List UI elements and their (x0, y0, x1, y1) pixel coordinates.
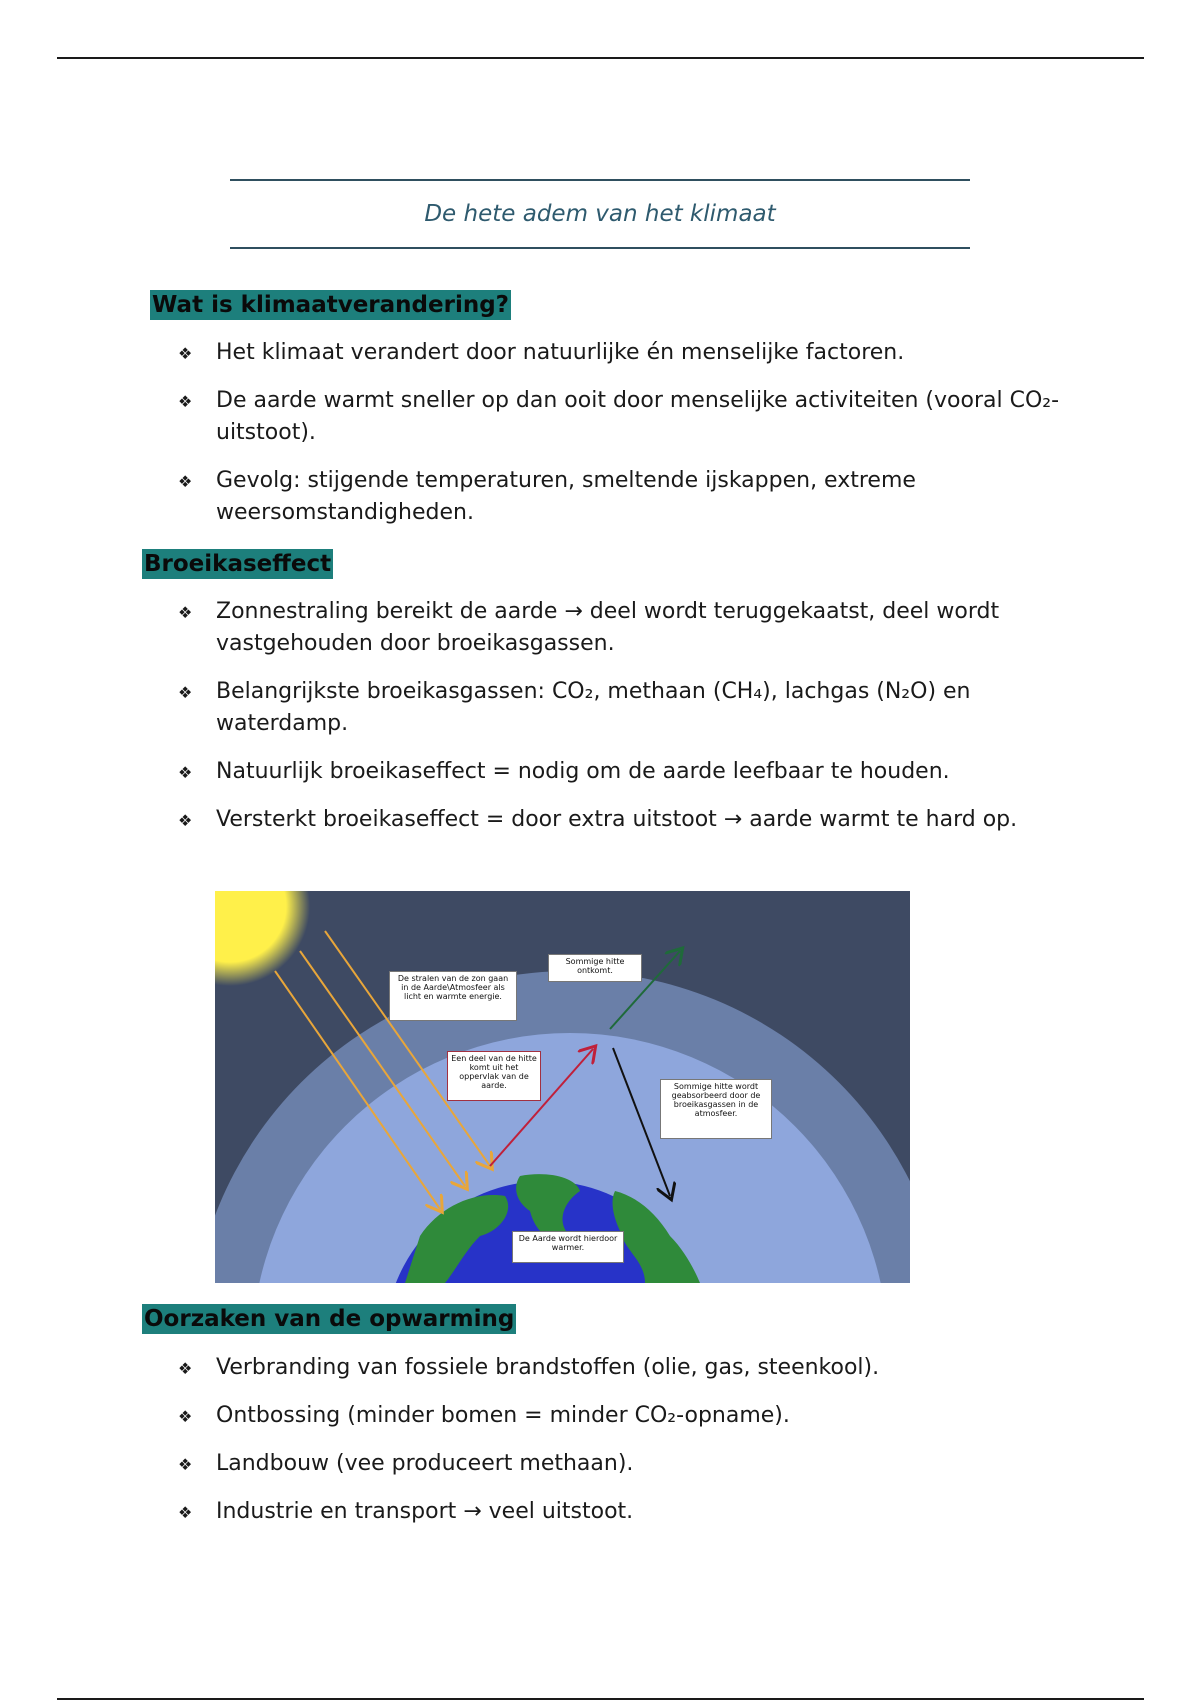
label-sun-rays: De stralen van de zon gaan in de Aarde\Atmosfeer als licht en warmte energie. (389, 971, 517, 1021)
diamond-bullet-icon: ❖ (178, 763, 193, 782)
list-item (178, 1352, 1078, 1384)
list-item (178, 1448, 1078, 1480)
list-item (178, 804, 1078, 836)
diamond-bullet-icon: ❖ (178, 1407, 193, 1426)
label-earth-warms: De Aarde wordt hierdoor warmer. (512, 1231, 624, 1263)
diamond-bullet-icon: ❖ (178, 1455, 193, 1474)
list-item (178, 465, 1078, 529)
bullet-text: Gevolg: stijgende temperaturen, smeltende ijskappen, extreme weersomstandigheden. (216, 468, 916, 525)
list-item (178, 596, 1078, 660)
bullet-text: Versterkt broeikaseffect = door extra uitstoot → aarde warmt te hard op. (216, 807, 1018, 832)
section-heading-broeikaseffect: Broeikaseffect (144, 551, 332, 577)
label-heat-leaves-surface: Een deel van de hitte komt uit het oppervlak van de aarde. (447, 1051, 541, 1101)
bullet-text: Ontbossing (minder bomen = minder CO₂-opname). (216, 1403, 790, 1428)
list-item (178, 337, 1078, 369)
bullet-text: Zonnestraling bereikt de aarde → deel wordt teruggekaatst, deel wordt vastgehouden door broeikasgassen. (216, 599, 1000, 656)
diamond-bullet-icon: ❖ (178, 603, 193, 622)
bullet-text: Het klimaat verandert door natuurlijke én menselijke factoren. (216, 340, 905, 365)
bullet-list-klimaatverandering (178, 337, 1078, 545)
diamond-bullet-icon: ❖ (178, 344, 193, 363)
diamond-bullet-icon: ❖ (178, 1359, 193, 1378)
bullet-list-oorzaken (178, 1352, 1078, 1544)
list-item (178, 756, 1078, 788)
bullet-text: Verbranding van fossiele brandstoffen (olie, gas, steenkool). (216, 1355, 880, 1380)
list-item (178, 676, 1078, 740)
section-heading-oorzaken: Oorzaken van de opwarming (144, 1306, 515, 1332)
diamond-bullet-icon: ❖ (178, 683, 193, 702)
list-item (178, 1496, 1078, 1528)
list-item (178, 385, 1078, 449)
label-heat-absorbed: Sommige hitte wordt geabsorbeerd door de broeikasgassen in de atmosfeer. (660, 1079, 772, 1139)
list-item (178, 1400, 1078, 1432)
greenhouse-diagram-svg (215, 891, 910, 1283)
title-block (230, 179, 970, 249)
bullet-text: De aarde warmt sneller op dan ooit door menselijke activiteiten (vooral CO₂-uitstoot). (216, 388, 1060, 445)
label-heat-escapes: Sommige hitte ontkomt. (548, 954, 642, 982)
greenhouse-effect-diagram (215, 891, 910, 1283)
diamond-bullet-icon: ❖ (178, 392, 193, 411)
bullet-text: Landbouw (vee produceert methaan). (216, 1451, 634, 1476)
diamond-bullet-icon: ❖ (178, 1503, 193, 1522)
diamond-bullet-icon: ❖ (178, 811, 193, 830)
bullet-text: Industrie en transport → veel uitstoot. (216, 1499, 634, 1524)
diamond-bullet-icon: ❖ (178, 472, 193, 491)
bullet-text: Belangrijkste broeikasgassen: CO₂, methaan (CH₄), lachgas (N₂O) en waterdamp. (216, 679, 971, 736)
bullet-list-broeikaseffect (178, 596, 1078, 852)
document-title: De hete adem van het klimaat (424, 201, 776, 227)
bullet-text: Natuurlijk broeikaseffect = nodig om de aarde leefbaar te houden. (216, 759, 950, 784)
page-top-rule (57, 57, 1144, 59)
section-heading-klimaatverandering: Wat is klimaatverandering? (152, 292, 510, 318)
